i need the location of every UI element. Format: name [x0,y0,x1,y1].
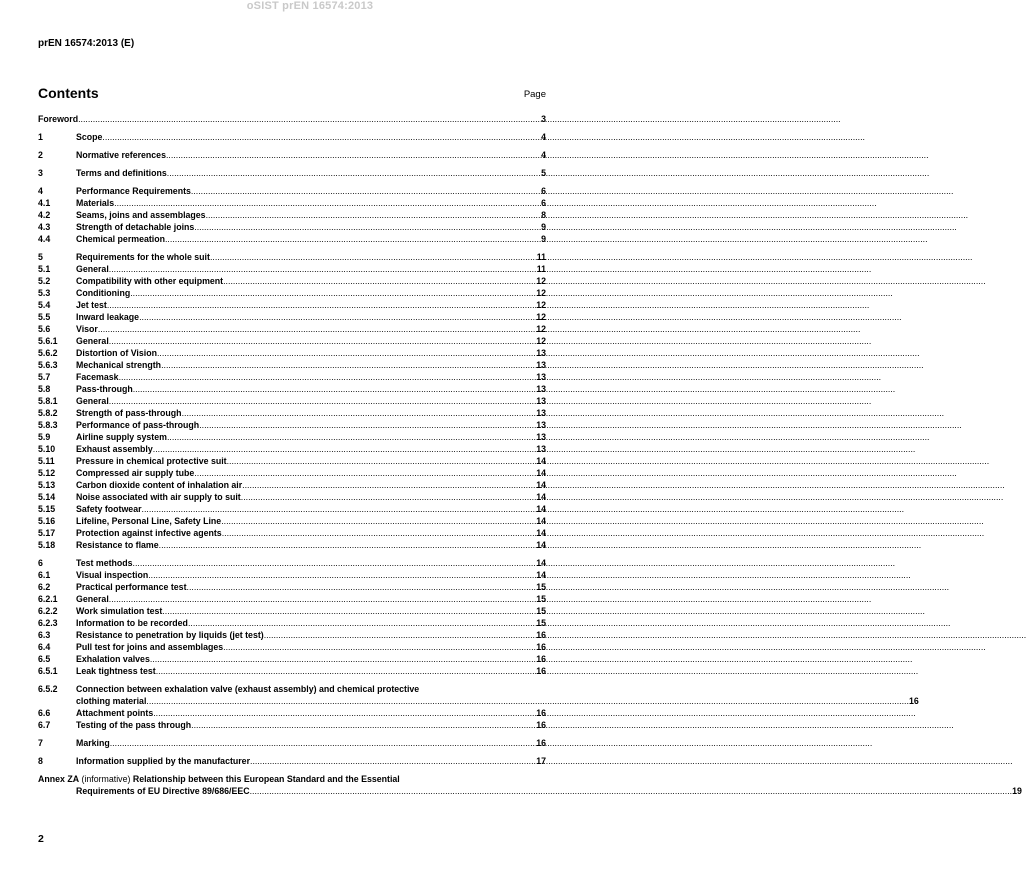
toc-entry-8[interactable] [38,755,546,767]
dot-leader [102,131,541,143]
toc-entry-page: 9 [541,234,546,244]
toc-entry-3[interactable] [38,167,546,179]
dot-leader [156,665,537,677]
toc-entry-title: Resistance to flame [76,540,159,550]
toc-entry-2[interactable] [38,149,546,161]
toc-entry-5-6-2[interactable] [38,347,546,359]
toc-entry-number: 4.2 [38,210,51,220]
toc-entry-page: 12 [536,300,546,310]
toc-entry-5-3[interactable] [38,287,546,299]
toc-entry-line2 [76,695,919,707]
toc-entry-title: Facemask [76,372,119,382]
toc-entry-page: 14 [536,456,546,466]
toc-entry-6-2-3[interactable] [38,617,546,629]
toc-entry-number: 6.6 [38,708,51,718]
toc-entry-1[interactable] [38,131,546,143]
toc-entry-body [76,683,919,707]
toc-entry-number: 5.13 [38,480,56,490]
toc-entry-foreword[interactable] [38,113,546,125]
dot-leader [188,617,536,629]
toc-entry-5-8-1[interactable] [38,395,546,407]
toc-entry-6-2-1[interactable] [38,593,546,605]
dot-leader [109,335,536,347]
toc-entry-number: 1 [38,132,43,142]
toc-entry-number: 5.7 [38,372,51,382]
toc-entry-number: 5.16 [38,516,56,526]
dot-leader [109,593,536,605]
dot-leader [107,299,536,311]
toc-entry-title: Attachment points [76,708,154,718]
toc-entry-title: Strength of pass-through [76,408,182,418]
toc-entry-title: Exhaust assembly [76,444,153,454]
toc-entry-number: 6.2.1 [38,594,58,604]
toc-entry-page: 4 [541,150,546,160]
dot-leader [194,221,541,233]
dot-leader [264,629,537,641]
toc-entry-title: Airline supply system [76,432,167,442]
toc-entry-number: 5.4 [38,300,51,310]
toc-entry-page: 13 [536,360,546,370]
dot-leader [199,419,536,431]
toc-entry-5-17[interactable] [38,527,546,539]
dot-leader [165,233,541,245]
toc-entry-title: Pull test for joins and assemblages [76,642,224,652]
toc-entry-number: 5.11 [38,456,55,466]
toc-entry-page: 15 [536,606,546,616]
toc-entry-title: General [76,264,109,274]
toc-entry-title: Resistance to penetration by liquids (jet test) [76,630,264,640]
toc-entry-6-7[interactable] [38,719,546,731]
toc-entry-title: Information supplied by the manufacturer [76,756,251,766]
toc-entry-7[interactable] [38,737,546,749]
toc-entry-title: Visual inspection [76,570,149,580]
toc-entry-5-8[interactable] [38,383,546,395]
toc-entry-title: Distortion of Vision [76,348,157,358]
toc-entry-page: 13 [536,348,546,358]
toc-entry-page: 14 [536,492,546,502]
toc-entry-6-5[interactable] [38,653,546,665]
toc-entry-page: 12 [536,312,546,322]
dot-leader [187,581,537,593]
toc-entry-page: 14 [536,558,546,568]
toc-entry-number: 5.8.2 [38,408,58,418]
toc-entry-title: Scope [76,132,103,142]
dot-leader [191,719,536,731]
dot-leader [157,347,536,359]
toc-entry-5-6-3[interactable] [38,359,546,371]
toc-entry-number: 6.5.2 [38,684,58,694]
toc-entry-title: Mechanical strength [76,360,162,370]
toc-entry-number: 4.3 [38,222,51,232]
toc-entry-title: Chemical permeation [76,234,165,244]
dot-leader [167,167,541,179]
toc-entry-number: 5 [38,252,43,262]
toc-entry-title: Pass-through [76,384,133,394]
toc-entry-number: 6 [38,558,43,568]
dot-leader [191,185,541,197]
annex-line1 [38,773,546,785]
dot-leader [133,557,537,569]
toc-entry-page: 12 [536,288,546,298]
toc-entry-4[interactable] [38,185,546,197]
toc-entry-page: 16 [536,738,546,748]
toc-entry-number: 4 [38,186,43,196]
toc-entry-number: 5.18 [38,540,56,550]
dot-leader [242,479,536,491]
toc-entry-page: 12 [536,324,546,334]
watermark: oSIST prEN 16574:2013 [246,0,374,12]
toc-entry-title: Testing of the pass through [76,720,192,730]
toc-entry-title-line2: clothing material [76,696,147,706]
dot-leader [161,359,536,371]
dot-leader [194,467,536,479]
table-of-contents [38,113,1022,797]
toc-entry-title: Work simulation test [76,606,163,616]
toc-entry-title: Inward leakage [76,312,140,322]
toc-entry-title: Performance Requirements [76,186,191,196]
toc-entry-number: 5.3 [38,288,51,298]
toc-entry-title: Requirements for the whole suit [76,252,210,262]
toc-entry-page: 13 [536,444,546,454]
toc-entry-number: 3 [38,168,43,178]
toc-entry-page: 11 [536,252,546,262]
toc-entry-page: 13 [536,384,546,394]
page-column-label: Page [523,89,546,100]
toc-entry-page: 6 [541,198,546,208]
toc-entry-5-5[interactable] [38,311,546,323]
toc-entry-title: Seams, joins and assemblages [76,210,206,220]
toc-entry-page: 9 [541,222,546,232]
toc-entry-title: Compatibility with other equipment [76,276,224,286]
toc-entry-number: 6.5.1 [38,666,58,676]
toc-entry-title: Compressed air supply tube [76,468,195,478]
dot-leader [142,503,537,515]
toc-entry-page: 14 [536,468,546,478]
toc-entry-page: 13 [536,432,546,442]
dot-leader [241,491,536,503]
dot-leader [167,431,536,443]
dot-leader [223,641,536,653]
toc-entry-number: 5.8.1 [38,396,58,406]
toc-entry-title: Performance of pass-through [76,420,200,430]
dot-leader [148,569,536,581]
dot-leader [221,515,536,527]
toc-entry-5-8-2[interactable] [38,407,546,419]
toc-entry-6-5-1[interactable] [38,665,546,677]
toc-entry-6-5-2[interactable] [38,683,919,707]
toc-entry-6[interactable] [38,557,546,569]
toc-entry-page: 13 [536,372,546,382]
dot-leader [110,737,536,749]
toc-entry-5-6[interactable] [38,323,546,335]
toc-entry-number: 5.8.3 [38,420,58,430]
toc-entry-title: Carbon dioxide content of inhalation air [76,480,243,490]
toc-entry-number: 4.1 [38,198,51,208]
toc-entry-title: Visor [76,324,98,334]
toc-entry-title: Leak tightness test [76,666,156,676]
annex-line2 [38,785,1022,797]
toc-entry-page: 14 [536,516,546,526]
toc-entry-number: 6.7 [38,720,51,730]
toc-entry-number: 5.14 [38,492,56,502]
toc-entry-page: 12 [536,276,546,286]
toc-entry-title: Materials [76,198,115,208]
annex-kind: (informative) [81,774,131,784]
toc-entry-number: 5.6.3 [38,360,58,370]
toc-entry-5-18[interactable] [38,539,546,551]
toc-entry-title: Marking [76,738,110,748]
document-id: prEN 16574:2013 (E) [38,38,135,49]
dot-leader [139,311,536,323]
toc-entry-page: 14 [536,480,546,490]
toc-entry-title: Normative references [76,150,166,160]
toc-entry-5-14[interactable] [38,491,546,503]
toc-entry-number: 5.8 [38,384,51,394]
toc-entry-page: 17 [536,756,546,766]
toc-entry-5-9[interactable] [38,431,546,443]
contents-heading: Contents [38,85,99,101]
toc-entry-title: Exhalation valves [76,654,150,664]
toc-entry-number: 6.4 [38,642,51,652]
annex-title-line1: Relationship between this European Standard and the Essential [132,774,400,784]
dot-leader [210,251,537,263]
toc-entry-number: 5.6 [38,324,51,334]
toc-entry-5-10[interactable] [38,443,546,455]
dot-leader [206,209,542,221]
toc-entry-title-line1: Connection between exhalation valve (exhaust assembly) and chemical protective [76,684,420,694]
toc-entry-number: 6.5 [38,654,51,664]
toc-entry-title: Lifeline, Personal Line, Safety Line [76,516,222,526]
toc-entry-page: 14 [536,540,546,550]
toc-entry-title: Practical performance test [76,582,187,592]
toc-entry-5-16[interactable] [38,515,546,527]
toc-entry-page: 16 [536,666,546,676]
toc-entry-title: Protection against infective agents [76,528,222,538]
dot-leader [227,455,537,467]
toc-entry-5-1[interactable] [38,263,546,275]
toc-entry-page: 3 [541,114,546,124]
dot-leader [119,371,537,383]
dot-leader [109,395,536,407]
toc-entry-number: 5.6.2 [38,348,58,358]
toc-entry-page: 16 [536,720,546,730]
toc-entry-title: Jet test [76,300,107,310]
toc-entry-number: 2 [38,150,43,160]
toc-entry-page: 19 [1012,786,1022,796]
toc-entry-6-2[interactable] [38,581,546,593]
dot-leader [78,113,541,125]
toc-entry-6-2-2[interactable] [38,605,546,617]
toc-entry-annex-za[interactable] [38,773,1022,797]
toc-entry-4-4[interactable] [38,233,546,245]
dot-leader [222,527,537,539]
toc-entry-number: 5.5 [38,312,51,322]
toc-entry-6-6[interactable] [38,707,546,719]
toc-entry-number: 5.1 [38,264,51,274]
dot-leader [182,407,537,419]
toc-entry-5-6-1[interactable] [38,335,546,347]
toc-entry-5-12[interactable] [38,467,546,479]
toc-entry-title: Strength of detachable joins [76,222,195,232]
toc-entry-title: Safety footwear [76,504,142,514]
toc-entry-page: 16 [536,654,546,664]
dot-leader [159,539,537,551]
annex-label: Annex ZA [38,774,80,784]
toc-entry-number: 6.3 [38,630,51,640]
toc-entry-page: 13 [536,408,546,418]
toc-entry-page: 4 [541,132,546,142]
toc-entry-page: 16 [536,708,546,718]
toc-entry-title: Test methods [76,558,133,568]
toc-entry-5-2[interactable] [38,275,546,287]
dot-leader [130,287,536,299]
dot-leader [153,443,536,455]
dot-leader [250,785,1013,797]
toc-entry-page: 16 [536,630,546,640]
toc-entry-page: 11 [536,264,546,274]
toc-entry-4-1[interactable] [38,197,546,209]
toc-entry-5-13[interactable] [38,479,546,491]
toc-entry-6-4[interactable] [38,641,546,653]
toc-entry-title: Information to be recorded [76,618,188,628]
toc-entry-page: 13 [536,396,546,406]
toc-entry-page: 5 [541,168,546,178]
dot-leader [146,695,909,707]
toc-entry-number: 5.9 [38,432,51,442]
toc-entry-title: Pressure in chemical protective suit [76,456,227,466]
toc-entry-number: 5.12 [38,468,56,478]
toc-entry-number: 4.4 [38,234,51,244]
dot-leader [114,197,541,209]
toc-entry-number: 5.6.1 [38,336,58,346]
toc-entry-page: 16 [536,642,546,652]
toc-entry-title: General [76,594,109,604]
toc-entry-number: 6.1 [38,570,51,580]
dot-leader [109,263,537,275]
toc-entry-number: 5.17 [38,528,56,538]
toc-entry-4-3[interactable] [38,221,546,233]
toc-entry-number: 6.2 [38,582,51,592]
toc-entry-page: 16 [908,696,919,706]
toc-entry-page: 14 [536,504,546,514]
page-number: 2 [38,833,44,845]
toc-entry-page: 13 [536,420,546,430]
toc-entry-title: Foreword [38,114,79,124]
toc-entry-6-1[interactable] [38,569,546,581]
toc-entry-number: 7 [38,738,43,748]
toc-groups [38,131,546,683]
toc-entry-number: 5.2 [38,276,51,286]
toc-entry-title: General [76,336,109,346]
toc-entry-page: 15 [536,594,546,604]
toc-entry-number: 6.2.2 [38,606,58,616]
toc-entry-number: 5.15 [38,504,56,514]
toc-entry-page: 14 [536,570,546,580]
toc-entry-number: 6.2.3 [38,618,58,628]
toc-entry-title: Terms and definitions [76,168,167,178]
dot-leader [250,755,536,767]
dot-leader [133,383,537,395]
dot-leader [150,653,536,665]
toc-entry-5-15[interactable] [38,503,546,515]
toc-entry-6-3[interactable] [38,629,546,641]
toc-entry-title: Noise associated with air supply to suit [76,492,241,502]
toc-entry-page: 15 [536,618,546,628]
dot-leader [223,275,536,287]
dot-leader [98,323,536,335]
annex-title-line2: Requirements of EU Directive 89/686/EEC [76,786,250,796]
toc-entry-5-7[interactable] [38,371,546,383]
dot-leader [153,707,536,719]
toc-entry-page: 6 [541,186,546,196]
toc-entry-number: 5.10 [38,444,56,454]
toc-entry-title: Conditioning [76,288,131,298]
toc-entry-number: 8 [38,756,43,766]
dot-leader [162,605,536,617]
toc-entry-5-8-3[interactable] [38,419,546,431]
toc-entry-page: 14 [536,528,546,538]
toc-entry-page: 8 [541,210,546,220]
toc-entry-5-11[interactable] [38,455,546,467]
toc-entry-5[interactable] [38,251,546,263]
toc-entry-5-4[interactable] [38,299,546,311]
dot-leader [166,149,541,161]
toc-entry-4-2[interactable] [38,209,546,221]
toc-entry-page: 12 [536,336,546,346]
toc-entry-title: General [76,396,109,406]
toc-entry-page: 15 [536,582,546,592]
